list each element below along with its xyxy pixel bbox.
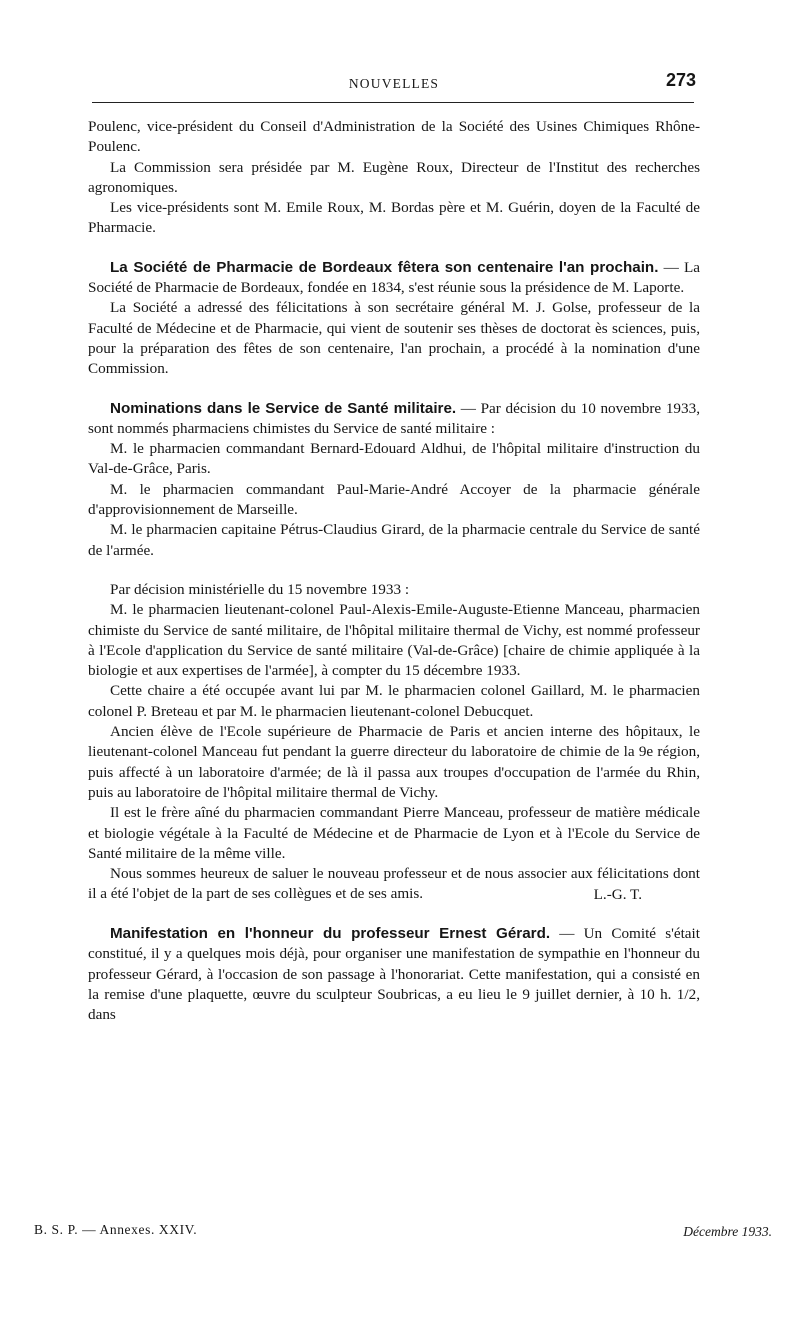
paragraph: Il est le frère aîné du pharmacien commandant Pierre Manceau, professeur de matière médicale et biologie végétale à la Faculté de Médecine et de Pharmacie de Lyon et à l'Ecole du Service de Santé militaire de la même ville. bbox=[88, 804, 700, 862]
paragraph: M. le pharmacien lieutenant-colonel Paul-Alexis-Emile-Auguste-Etienne Manceau, pharmacien chimiste du Service de santé militaire, de l'hôpital militaire thermal de Vichy, est nommé professeur à l'Ecole d'application du Service de santé militaire (Val-de-Grâce) [chaire de chimie appliquée à la biologie et aux expertises de l'armée], à compter du 15 décembre 1933. bbox=[88, 601, 700, 680]
signature: L.-G. T. bbox=[593, 885, 642, 903]
section-title: Nominations dans le Service de Santé militaire. bbox=[110, 399, 457, 417]
section-lead-paragraph bbox=[88, 258, 700, 299]
section-lead-paragraph bbox=[88, 399, 700, 440]
paragraph: Par décision ministérielle du 15 novembre 1933 : bbox=[110, 580, 410, 598]
footer-journal: B. S. P. — Annexes. XXIV. bbox=[34, 1222, 198, 1237]
section-gap bbox=[88, 905, 700, 924]
paragraph: Ancien élève de l'Ecole supérieure de Pharmacie de Paris et ancien interne des hôpitaux, le lieutenant-colonel Manceau fut pendant la guerre directeur du laboratoire de chimie de la 9e région, puis affecté à un laboratoire d'armée; de là il passa aux troupes d'occupation de l'armée du Rhin, puis au laboratoire de l'hôpital militaire thermal de Vichy. bbox=[88, 723, 700, 801]
section-lead-paragraph bbox=[88, 924, 700, 1025]
page-footer bbox=[34, 1222, 772, 1242]
paragraph: La Commission sera présidée par M. Eugène Roux, Directeur de l'Institut des recherches agronomiques. bbox=[88, 158, 700, 196]
section-title: Manifestation en l'honneur du professeur Ernest Gérard. bbox=[110, 924, 551, 942]
page-header bbox=[88, 66, 700, 96]
running-title: NOUVELLES bbox=[348, 76, 440, 91]
paragraph: Les vice-présidents sont M. Emile Roux, M. Bordas père et M. Guérin, doyen de la Faculté de Pharmacie. bbox=[88, 199, 700, 237]
paragraph: M. le pharmacien commandant Paul-Marie-André Accoyer de la pharmacie générale d'approvisionnement de Marseille. bbox=[88, 480, 700, 519]
footer-date: Décembre 1933. bbox=[683, 1224, 772, 1239]
paragraph-text: — La Société de Pharmacie de Bordeaux, fondée en 1834, s'est réunie sous la présidence de M. Laporte. bbox=[88, 258, 700, 297]
paragraph-text: — Par décision du 10 novembre 1933, sont nommés pharmaciens chimistes du Service de santé militaire : bbox=[88, 399, 700, 437]
section-gap bbox=[88, 380, 700, 399]
section-gap bbox=[88, 239, 700, 258]
header-rule bbox=[92, 102, 694, 103]
paragraph: La Société a adressé des félicitations à son secrétaire général M. J. Golse, professeur de la Faculté de Médecine et de Pharmacie, qui vient de soutenir ses thèses de doctorat ès sciences, puis, pour la préparation des fêtes de son centenaire, l'an prochain, a procédé à la nomination d'une Commission. bbox=[88, 299, 700, 378]
paragraph: M. le pharmacien commandant Bernard-Edouard Aldhui, de l'hôpital militaire d'instruction du Val-de-Grâce, Paris. bbox=[88, 440, 700, 478]
paragraph-text: — Un Comité s'était constitué, il y a quelques mois déjà, pour organiser une manifestation de sympathie en l'honneur du professeur Gérard, à l'occasion de son passage à l'honorariat. Cette manifestation, qui a consisté en la remise d'une plaquette, œuvre du sculpteur Soubricas, a eu lieu le 9 juillet dernier, à 10 h. 1/2, dans bbox=[88, 924, 700, 1024]
article-body bbox=[88, 117, 700, 1025]
section-title: La Société de Pharmacie de Bordeaux fêtera son centenaire l'an prochain. bbox=[110, 258, 659, 276]
paragraph: Cette chaire a été occupée avant lui par M. le pharmacien colonel Gaillard, M. le pharmacien colonel P. Breteau et par M. le pharmacien lieutenant-colonel Debucquet. bbox=[88, 682, 700, 720]
section-gap bbox=[88, 561, 700, 580]
paragraph: Nous sommes heureux de saluer le nouveau professeur et de nous associer aux félicitations dont il a été l'objet de la part de ses collègues et de ses amis. bbox=[88, 865, 700, 903]
paragraph: M. le pharmacien capitaine Pétrus-Claudius Girard, de la pharmacie centrale du Service de santé de l'armée. bbox=[88, 521, 700, 559]
page-number: 273 bbox=[665, 70, 696, 90]
page bbox=[88, 66, 700, 1025]
paragraph: Poulenc, vice-président du Conseil d'Administration de la Société des Usines Chimiques Rhône-Poulenc. bbox=[88, 118, 700, 156]
